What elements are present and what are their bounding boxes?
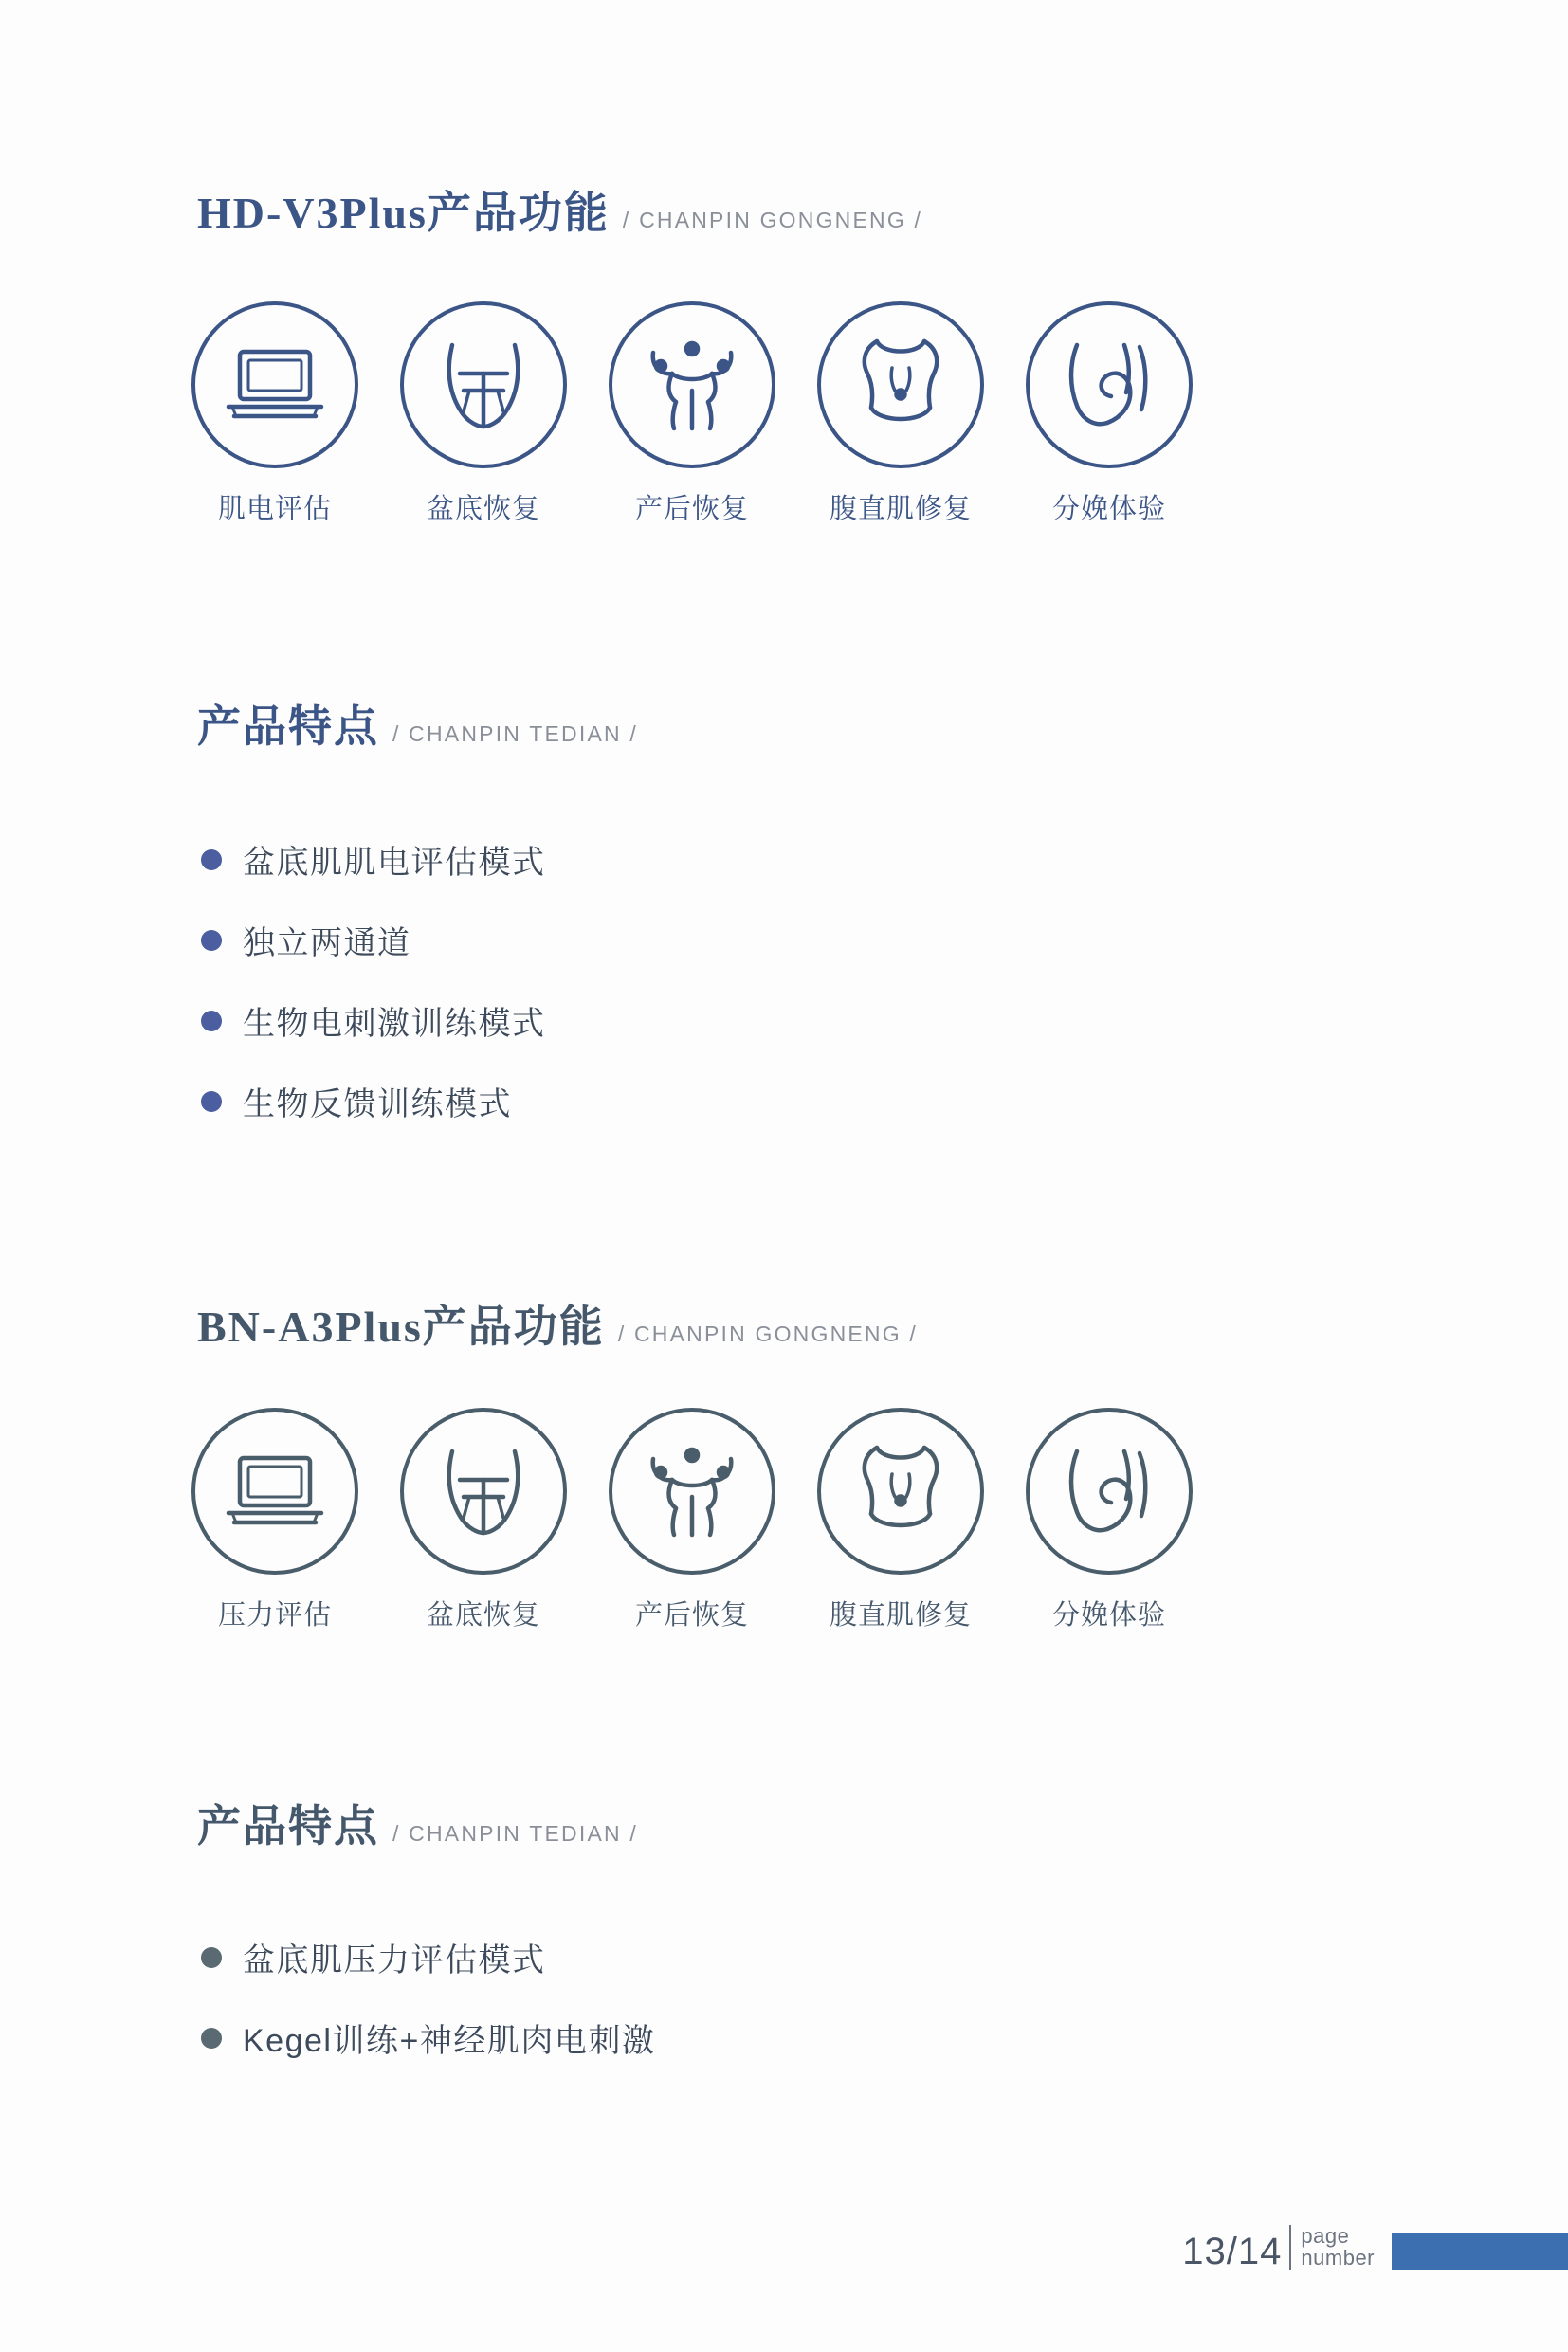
- section-title-pinyin: / CHANPIN GONGNENG /: [622, 208, 923, 232]
- icon-item-bn-3: [815, 1408, 986, 1632]
- list-item-label: 独立两通道: [243, 925, 411, 961]
- section-title-pinyin: / CHANPIN GONGNENG /: [617, 1322, 919, 1346]
- bullet-dot-icon: [201, 1091, 222, 1112]
- pelvic-floor-icon: [400, 301, 567, 468]
- icon-label-bn-1: 盆底恢复: [426, 1600, 540, 1631]
- icon-item-bn-2: [607, 1408, 777, 1632]
- list-item-label: 生物电刺激训练模式: [243, 1006, 546, 1042]
- icon-label-hd-4: 分娩体验: [1051, 494, 1166, 524]
- bullet-dot-icon: [201, 2028, 222, 2049]
- list-item: [201, 997, 546, 1044]
- icon-item-hd-2: [607, 301, 777, 526]
- postpartum-body-icon: [609, 1408, 775, 1575]
- page-label-line1: page: [1301, 2223, 1350, 2248]
- list-item-label: 生物反馈训练模式: [243, 1086, 512, 1122]
- section-heading-hd: [197, 178, 922, 241]
- page-number: 13/14: [1182, 2231, 1283, 2272]
- list-item: [201, 1078, 546, 1124]
- bullet-dot-icon: [201, 1947, 222, 1968]
- icon-item-hd-1: [398, 301, 569, 526]
- feature-list-bn: [201, 1934, 655, 2095]
- icon-row-hd: [190, 301, 1194, 526]
- icon-label-bn-0: 压力评估: [217, 1600, 332, 1631]
- icon-item-hd-0: [190, 301, 360, 526]
- icon-item-hd-4: [1024, 301, 1194, 526]
- features-title-pinyin: / CHANPIN TEDIAN /: [392, 721, 638, 746]
- abdominal-torso-icon: [817, 1408, 984, 1575]
- icon-label-bn-4: 分娩体验: [1051, 1600, 1166, 1631]
- bullet-dot-icon: [201, 930, 222, 951]
- list-item: [201, 836, 546, 883]
- icon-label-hd-3: 腹直肌修复: [829, 494, 972, 524]
- list-item: [201, 2015, 655, 2061]
- features-heading-hd: [197, 692, 638, 755]
- icon-label-bn-2: 产后恢复: [634, 1600, 749, 1631]
- footer-accent-bar: [1392, 2233, 1568, 2270]
- icon-label-hd-2: 产后恢复: [634, 494, 749, 524]
- delivery-experience-icon: [1026, 301, 1193, 468]
- laptop-device-icon: [191, 1408, 358, 1575]
- list-item: [201, 1934, 655, 1980]
- delivery-experience-icon: [1026, 1408, 1193, 1575]
- list-item-label: Kegel训练+神经肌肉电刺激: [243, 2023, 656, 2059]
- postpartum-body-icon: [609, 301, 775, 468]
- list-item-label: 盆底肌肌电评估模式: [243, 845, 546, 881]
- footer-divider: [1289, 2225, 1291, 2270]
- page-number-label: [1301, 2225, 1375, 2270]
- icon-item-bn-4: [1024, 1408, 1194, 1632]
- bullet-dot-icon: [201, 1011, 222, 1031]
- icon-item-bn-1: [398, 1408, 569, 1632]
- icon-item-bn-0: [190, 1408, 360, 1632]
- list-item: [201, 917, 546, 963]
- list-item-label: 盆底肌压力评估模式: [243, 1942, 546, 1978]
- icon-row-bn: [190, 1408, 1194, 1632]
- features-title-cn: 产品特点: [197, 702, 379, 751]
- features-heading-bn: [197, 1792, 638, 1854]
- features-title-cn: 产品特点: [197, 1802, 379, 1851]
- bullet-dot-icon: [201, 849, 222, 870]
- laptop-device-icon: [191, 301, 358, 468]
- page-footer: [1182, 2225, 1568, 2270]
- section-title-cn: HD-V3Plus产品功能: [197, 189, 610, 237]
- section-heading-bn: [197, 1292, 918, 1355]
- features-title-pinyin: / CHANPIN TEDIAN /: [392, 1821, 638, 1846]
- feature-list-hd: [201, 836, 546, 1158]
- icon-item-hd-3: [815, 301, 986, 526]
- icon-label-bn-3: 腹直肌修复: [829, 1600, 972, 1631]
- section-title-cn: BN-A3Plus产品功能: [197, 1303, 605, 1351]
- icon-label-hd-1: 盆底恢复: [426, 494, 540, 524]
- pelvic-floor-icon: [400, 1408, 567, 1575]
- abdominal-torso-icon: [817, 301, 984, 468]
- icon-label-hd-0: 肌电评估: [217, 494, 332, 524]
- page-label-line2: number: [1301, 2245, 1375, 2270]
